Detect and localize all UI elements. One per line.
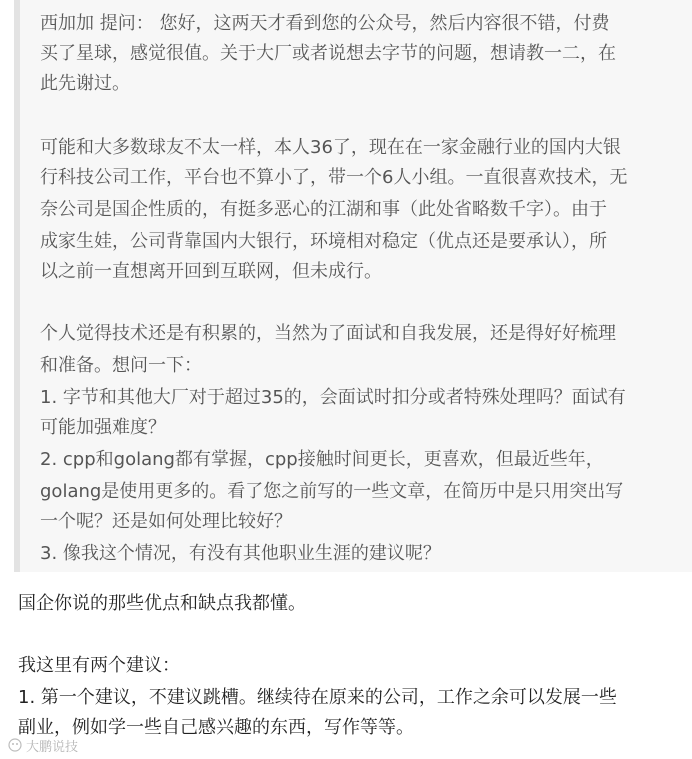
answer-line: 国企你说的那些优点和缺点我都懂。 [18,593,306,614]
question-line: 成家生娃，公司背靠国内大银行，环境相对稳定（优点还是要承认），所 [40,231,607,252]
watermark-text: 大鹏说技 [26,739,79,755]
question-item-1: 1. 字节和其他大厂对于超过35的，会面试时扣分或者特殊处理吗？面试有 [40,387,626,408]
wechat-icon [8,738,22,752]
watermark-footer [8,736,78,754]
question-item-2-cont: 一个呢？还是如何处理比较好？ [40,511,292,532]
question-line: 个人觉得技术还是有积累的，当然为了面试和自我发展，还是得好好梳理 [40,323,616,344]
question-line: 买了星球，感觉很值。关于大厂或者说想去字节的问题，想请教一二，在 [40,43,616,64]
question-line: 奈公司是国企性质的，有挺多恶心的江湖和事（此处省略数千字）。由于 [40,199,607,220]
question-line: 以之前一直想离开回到互联网，但未成行。 [40,261,382,282]
answer-item-1: 1. 第一个建议，不建议跳槽。继续待在原来的公司，工作之余可以发展一些 [18,687,617,708]
question-line: 此先谢过。 [40,73,130,94]
question-item-1-cont: 可能加强难度？ [40,417,166,438]
question-item-2: 2. cpp和golang都有掌握，cpp接触时间更长，更喜欢，但最近些年， [40,449,604,470]
question-item-3: 3. 像我这个情况，有没有其他职业生涯的建议呢？ [40,543,441,564]
answer-line: 我这里有两个建议： [18,655,180,676]
question-quote-block [14,0,692,572]
answer-item-1-cont: 副业，例如学一些自己感兴趣的东西，写作等等。 [18,717,414,738]
question-line: 可能和大多数球友不太一样，本人36了，现在在一家金融行业的国内大银 [40,137,621,158]
question-line: 西加加 提问： 您好，这两天才看到您的公众号，然后内容很不错，付费 [40,13,610,34]
question-line: 行科技公司工作，平台也不算小了，带一个6人小组。一直很喜欢技术，无 [40,167,628,188]
question-line: 和准备。想问一下： [40,355,202,376]
question-item-2-cont: golang是使用更多的。看了您之前写的一些文章，在简历中是只用突出写 [40,481,624,502]
